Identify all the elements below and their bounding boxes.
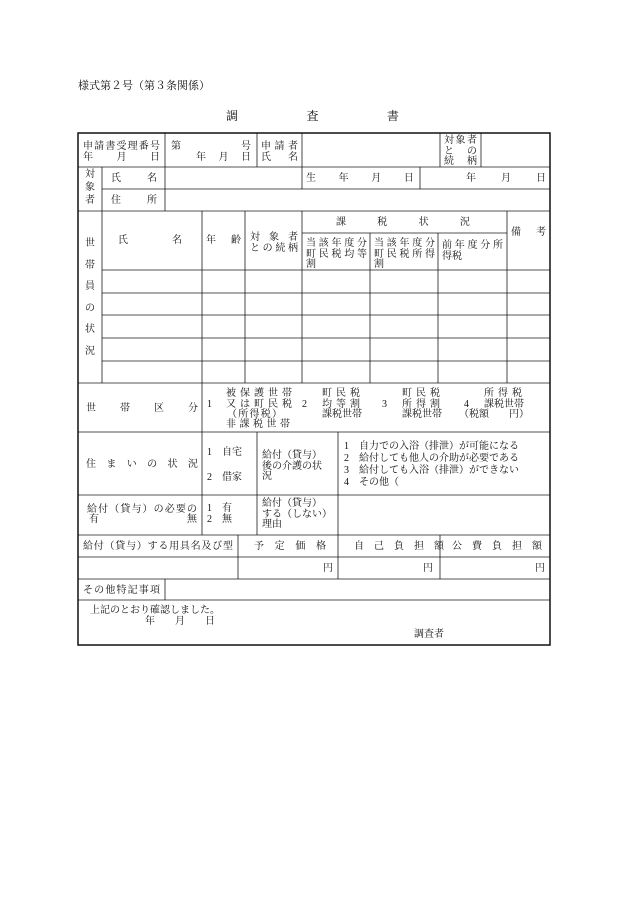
public-pay-unit: 円 — [535, 563, 545, 574]
household-member-row — [102, 270, 550, 293]
classification-option-line: 課 税 世 帯 — [484, 399, 524, 410]
care-status-option: 2 給付しても他人の介助が必要である — [344, 453, 519, 464]
confirmation-statement: 上記のとおり確認しました。 — [90, 605, 220, 616]
care-status-label-line: 況 — [262, 471, 272, 482]
care-status-option: 1 自力での入浴（排泄）が可能になる — [344, 441, 519, 452]
classification-option-number: 3 — [382, 399, 387, 410]
col-prev-income-tax-line: 前 年 度 分 所 — [442, 240, 503, 251]
classification-option-line: 均 等 割 — [322, 399, 360, 410]
classification-option-line: 又 は 町 民 税 — [226, 399, 292, 410]
planned-price-unit: 円 — [323, 563, 333, 574]
housing-option-rental: 2 借家 — [207, 472, 242, 483]
classification-option-line: 課 税 世 帯 — [402, 409, 442, 420]
col-tax-status: 課 税 状 況 — [336, 217, 470, 228]
col-tax-income-line: 町 民 税 所 得 — [374, 248, 435, 260]
need-label-yes: 有 — [89, 514, 99, 525]
planned-price-label: 予 定 価 格 — [254, 541, 326, 552]
classification-option-number: 4 — [464, 399, 469, 410]
subject-address-field — [165, 189, 550, 211]
housing-option-own-home: 1 自宅 — [207, 447, 242, 458]
receipt-number-suffix: 号 — [241, 141, 251, 152]
subject-name-field — [165, 167, 302, 189]
care-status-option: 4 その他（ — [344, 477, 399, 488]
applicant-name-label: 氏 名 — [261, 152, 298, 163]
surveyor-label: 調査者 — [414, 629, 444, 640]
classification-option-line: 被 保 護 世 帯 — [226, 388, 292, 399]
care-status-option: 3 給付しても入浴（排泄）ができない — [344, 465, 519, 476]
col-tax-income-line: 割 — [374, 259, 384, 270]
subject-name-label: 氏 名 — [111, 173, 157, 184]
applicant-name-field — [302, 133, 440, 167]
col-relation-line: と の 続 柄 — [250, 243, 298, 254]
household-member-row — [102, 315, 550, 338]
household-member-row — [102, 361, 550, 383]
classification-option-line: 課 税 世 帯 — [322, 409, 362, 420]
equipment-name-label: 給 付 （ 貸 与 ） す る 用 具 名 及 び 型 — [83, 541, 233, 552]
receipt-number-date: 年 月 日 — [196, 152, 251, 163]
equipment-name-field — [78, 557, 238, 579]
other-notes-field — [165, 579, 550, 600]
applicant-label: 申 請 者 — [261, 141, 298, 152]
household-member-row — [102, 293, 550, 315]
classification-option-line: 所 得 税 — [484, 388, 522, 399]
household-classification-label: 世 帯 区 分 — [86, 403, 198, 414]
relation-label-line: と の — [444, 145, 477, 157]
classification-option-line: 所 得 割 — [402, 399, 440, 410]
public-pay-label: 公 費 負 担 額 — [452, 541, 542, 552]
need-label: 給 付 （ 貸 与 ） の 必 要 の — [87, 504, 197, 515]
col-age: 年 齢 — [206, 235, 241, 246]
housing-label: 住 ま い の 状 況 — [86, 459, 198, 470]
classification-option-number: 1 — [207, 399, 212, 410]
col-tax-per-capita-line: 町 民 税 均 等 — [306, 248, 367, 260]
col-member-name: 氏 名 — [118, 235, 182, 246]
reason-label-line: する（しない） — [262, 508, 332, 520]
col-tax-per-capita-line: 割 — [306, 259, 316, 270]
col-tax-per-capita-line: 当 該 年 度 分 — [306, 238, 367, 249]
receipt-date-label: 年 月 日 — [83, 152, 160, 163]
classification-option-line: 町 民 税 — [402, 388, 440, 399]
household-member-row — [102, 338, 550, 361]
other-notes-label: そ の 他 特 記 事 項 — [83, 585, 160, 596]
classification-option-line: （ 所 得 税 ） — [227, 409, 282, 420]
col-prev-income-tax-line: 得税 — [442, 251, 462, 262]
need-option-no: 2 無 — [207, 514, 232, 525]
reason-label-line: 給付（貸与） — [262, 498, 322, 509]
reason-field — [338, 495, 550, 535]
care-status-label-line: 給付（貸与） — [262, 450, 322, 461]
form-number: 様式第２号（第３条関係） — [78, 80, 210, 92]
col-tax-income-line: 当 該 年 度 分 — [374, 238, 435, 249]
relation-field — [481, 133, 550, 167]
classification-option-line: （税額 円） — [459, 409, 529, 420]
need-option-yes: 1 有 — [207, 503, 232, 514]
col-relation-line: 対 象 者 — [250, 232, 298, 243]
need-label-no: 無 — [187, 514, 197, 525]
classification-option-number: 2 — [302, 399, 307, 410]
classification-option-line: 非 課 税 世 帯 — [226, 419, 290, 430]
relation-label-line: 続 柄 — [444, 156, 477, 167]
self-pay-label: 自 己 負 担 額 — [354, 541, 444, 552]
confirmation-date: 年 月 日 — [145, 616, 215, 627]
classification-option-line: 町 民 税 — [322, 388, 360, 399]
reason-label-line: 理由 — [262, 519, 282, 530]
birth-date-format: 年 月 日 — [466, 173, 546, 184]
subject-label: 対 象 者 — [85, 169, 95, 206]
receipt-number-prefix: 第 — [171, 141, 181, 152]
col-remarks: 備 考 — [511, 227, 546, 238]
receipt-number-label: 申 請 書 受 理 番 号 — [83, 141, 160, 152]
care-status-label-line: 後の介護の状 — [262, 460, 322, 472]
birth-date-label: 生 年 月 日 — [306, 173, 414, 184]
relation-label-line: 対 象 者 — [444, 135, 477, 146]
subject-address-label: 住 所 — [111, 195, 157, 206]
document-title: 調 査 書 — [226, 109, 399, 123]
self-pay-unit: 円 — [423, 563, 433, 574]
household-label: 世 帯 員 の 状 況 — [85, 238, 95, 357]
